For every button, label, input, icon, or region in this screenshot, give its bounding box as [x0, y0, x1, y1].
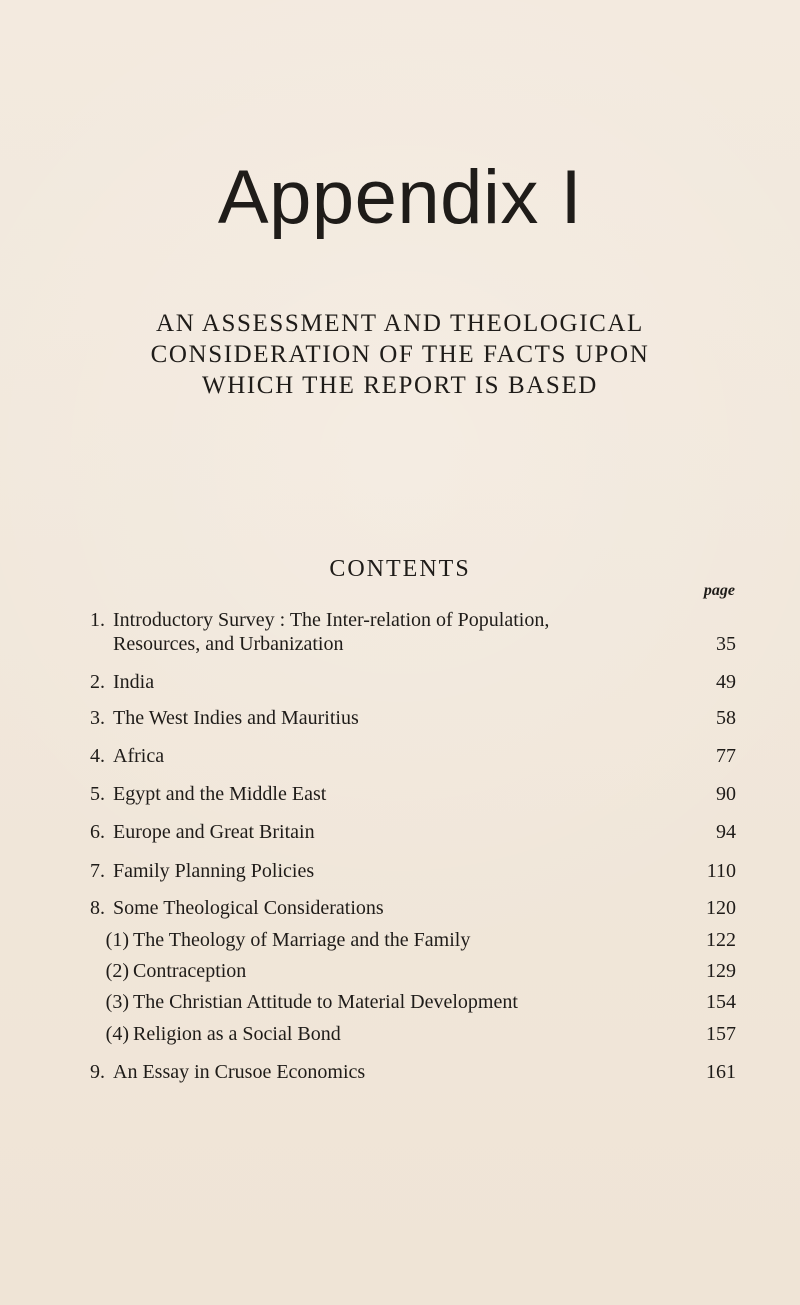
- toc-subentry-page: 129: [706, 960, 736, 982]
- toc-entry-title: Egypt and the Middle East: [113, 783, 327, 805]
- toc-entry-page: 94: [716, 821, 736, 843]
- toc-subentry-title: Religion as a Social Bond: [133, 1023, 341, 1045]
- subtitle-block: [90, 308, 710, 401]
- toc-entry-title: [113, 608, 673, 656]
- toc-subentry-title: The Theology of Marriage and the Family: [133, 929, 471, 951]
- toc-entry-page: 120: [706, 897, 736, 919]
- toc-entry-title: Africa: [113, 745, 165, 767]
- toc-entry-page: 35: [716, 633, 736, 655]
- toc-entry-number: 6.: [90, 821, 105, 843]
- subtitle-line-1: AN ASSESSMENT AND THEOLOGICAL: [156, 310, 644, 337]
- toc-entry-title: Some Theological Considerations: [113, 897, 384, 919]
- toc-entry-number: 9.: [90, 1061, 105, 1083]
- toc-entry-page: 77: [716, 745, 736, 767]
- toc-subentry-label: (2): [105, 960, 129, 982]
- toc-entry-title: Family Planning Policies: [113, 860, 315, 882]
- toc-subentry-title: Contraception: [133, 960, 247, 982]
- toc-entry-number: 1.: [90, 609, 105, 631]
- toc-subentry-page: 157: [706, 1023, 736, 1045]
- toc-entry-number: 4.: [90, 745, 105, 767]
- toc-entry-title: An Essay in Crusoe Economics: [113, 1061, 366, 1083]
- toc-entry-title: Europe and Great Britain: [113, 821, 315, 843]
- toc-entry-1: [81, 608, 736, 656]
- toc-entry-number: 5.: [90, 783, 105, 805]
- subtitle-line-3: WHICH THE REPORT IS BASED: [202, 372, 598, 399]
- toc-entry-page: 110: [706, 860, 736, 882]
- toc-entry-page: 58: [716, 707, 736, 729]
- toc-entry-title-line-2: Resources, and Urbanization: [113, 633, 344, 655]
- toc-entry-title: The West Indies and Mauritius: [113, 707, 359, 729]
- toc-subentry-title: The Christian Attitude to Material Development: [133, 991, 518, 1013]
- toc-entry-title: India: [113, 671, 155, 693]
- page-title: Appendix I: [217, 155, 583, 240]
- toc-entry-number: 2.: [90, 671, 105, 693]
- toc-subentry-page: 122: [706, 929, 736, 951]
- contents-heading: CONTENTS: [329, 556, 471, 582]
- toc-entry-number: 7.: [90, 860, 105, 882]
- toc-entry-page: 90: [716, 783, 736, 805]
- subtitle-line-2: CONSIDERATION OF THE FACTS UPON: [150, 341, 650, 368]
- toc-entry-number: 3.: [90, 707, 105, 729]
- toc-entry-page: 161: [706, 1061, 736, 1083]
- toc-subentry-label: (1): [105, 929, 129, 951]
- page-column-label: page: [703, 582, 735, 599]
- toc-subentry-label: (4): [105, 1023, 129, 1045]
- toc-entry-title-line-1: Introductory Survey : The Inter-relation of Population,: [113, 609, 550, 631]
- toc-subentry-page: 154: [706, 991, 736, 1013]
- toc-entry-page: 49: [716, 671, 736, 693]
- toc-entry-number: 8.: [90, 897, 105, 919]
- toc-subentry-label: (3): [105, 991, 129, 1013]
